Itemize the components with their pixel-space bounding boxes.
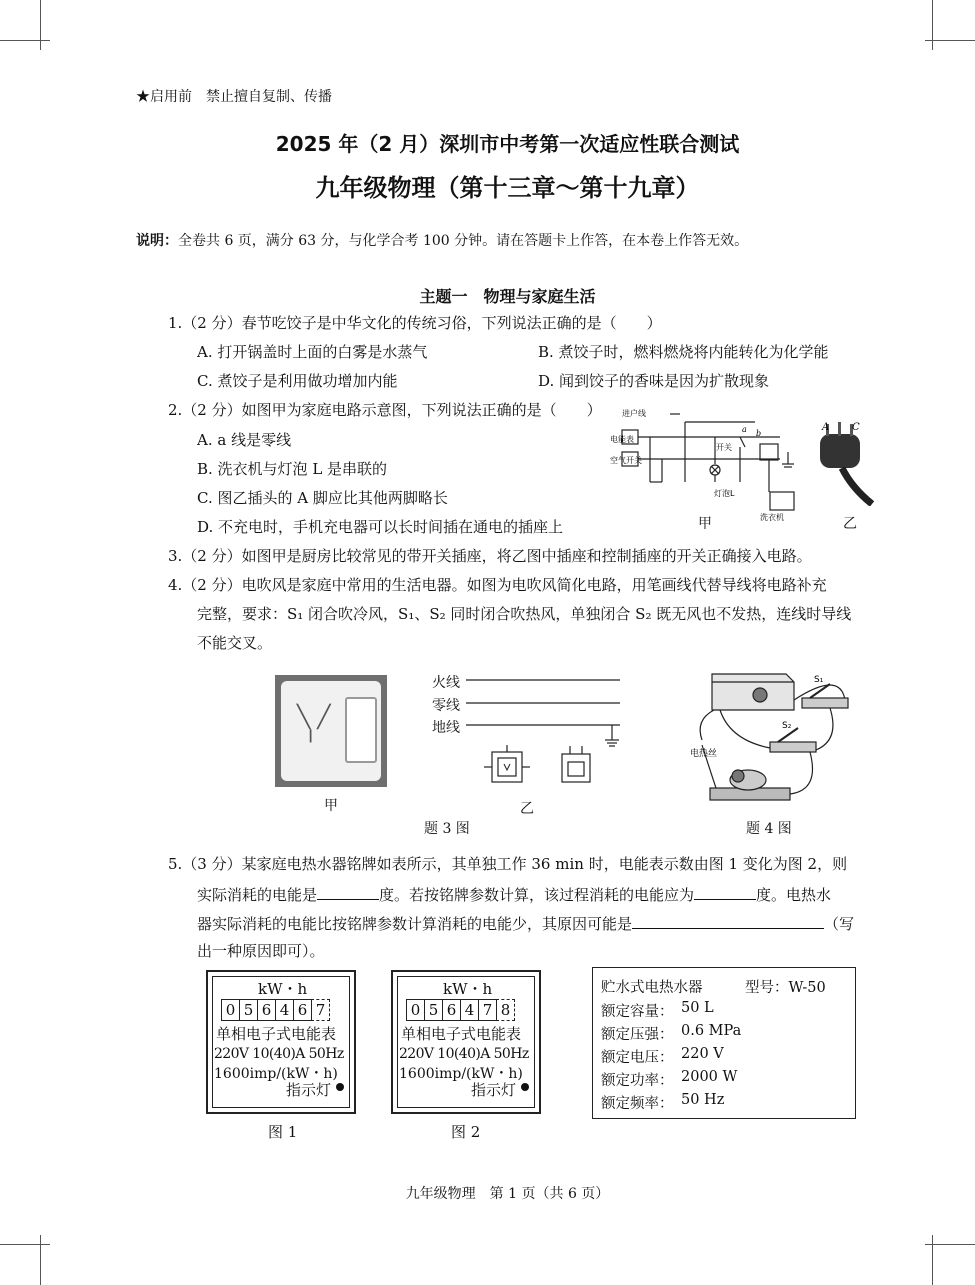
fire-wire-label: 火线 (432, 675, 460, 691)
crop-mark (925, 1244, 975, 1245)
fig2-label-washer: 洗衣机 (760, 513, 784, 522)
meter1-digit: 4 (275, 999, 294, 1021)
nameplate-row-label: 额定功率： (601, 1073, 674, 1089)
meter2-type: 单相电子式电能表 (401, 1025, 522, 1043)
instructions (136, 230, 748, 250)
meter1-spec1: 220V 10(40)A 50Hz (214, 1046, 344, 1062)
crop-mark (0, 40, 50, 41)
q1-option-b: B. 煮饺子时，燃料燃烧将内能转化为化学能 (538, 343, 829, 361)
socket-holes: ╲ ╱ ╵ (297, 705, 331, 756)
meter1-digit: 5 (239, 999, 258, 1021)
q2-option-a: A. a 线是零线 (197, 431, 292, 449)
meter1-spec2: 1600imp/(kW・h) (214, 1066, 338, 1082)
socket-switch-rocker (345, 697, 377, 763)
water-heater-nameplate (592, 967, 856, 1119)
fig2-label-switch: 开关 (716, 443, 732, 452)
crop-mark (0, 1244, 50, 1245)
meter2-digit-decimal: 8 (496, 999, 515, 1021)
three-pin-plug-image (812, 418, 880, 506)
q2-option-b: B. 洗衣机与灯泡 L 是串联的 (197, 460, 388, 478)
instruction-label: 说明： (136, 233, 178, 249)
meter1-digit: 6 (257, 999, 276, 1021)
q5-blank-3[interactable] (632, 912, 824, 929)
exam-title: 2025 年（2 月）深圳市中考第一次适应性联合测试 (275, 132, 740, 156)
fig2-caption-jia: 甲 (698, 516, 712, 532)
switch-s1-label: S₁ (814, 675, 824, 685)
meter1-digit: 6 (293, 999, 312, 1021)
exam-subtitle: 九年级物理（第十三章～第十九章） (315, 173, 700, 202)
meter1-indicator: 指示灯 (286, 1081, 332, 1099)
fig2-caption-yi: 乙 (843, 516, 857, 532)
nameplate-row-value: 50 L (681, 1000, 714, 1016)
q5-text-b: 度。若按铭牌参数计算，该过程消耗的电能应为 (379, 886, 695, 904)
nameplate-row-value: 50 Hz (681, 1092, 725, 1108)
confidential-notice: ★启用前 禁止擅自复制、传播 (136, 89, 332, 105)
meter2-spec1: 220V 10(40)A 50Hz (399, 1046, 529, 1062)
nameplate-model: 型号：W-50 (745, 980, 826, 996)
nameplate-row-label: 额定容量： (601, 1004, 674, 1020)
crop-mark (932, 1235, 933, 1285)
meter1-indicator-light (336, 1083, 344, 1091)
crop-mark (40, 1235, 41, 1285)
fig2-wire-a: a (742, 425, 747, 434)
nameplate-row-label: 额定频率： (601, 1096, 674, 1112)
fig2-label-meter-in: 进户线 (622, 409, 646, 418)
heater-label: 电热丝 (690, 749, 718, 759)
fig3-caption-jia: 甲 (324, 798, 338, 814)
fig2-label-energy-meter: 电能表 (610, 435, 634, 444)
plug-pin-a: A (822, 422, 830, 433)
switch-s2-label: S₂ (782, 721, 792, 731)
plug-pin-c: C (852, 422, 860, 433)
q5-text-a: 实际消耗的电能是 (197, 886, 318, 904)
q1-option-d: D. 闻到饺子的香味是因为扩散现象 (538, 372, 770, 390)
q2-option-d: D. 不充电时，手机充电器可以长时间插在通电的插座上 (197, 518, 564, 536)
crop-mark (932, 0, 933, 50)
socket-wiring-diagram (462, 670, 627, 795)
neutral-wire-label: 零线 (432, 698, 460, 714)
nameplate-row-value: 0.6 MPa (681, 1023, 742, 1039)
question-5-line2 (197, 883, 831, 905)
meter1-digit-decimal: 7 (311, 999, 330, 1021)
nameplate-row-value: 220 V (681, 1046, 724, 1062)
nameplate-row-label: 额定电压： (601, 1050, 674, 1066)
energy-meter-2 (391, 970, 541, 1114)
page-footer: 九年级物理 第 1 页（共 6 页） (405, 1186, 610, 1202)
fig4-caption: 题 4 图 (746, 821, 792, 837)
question-4-line2: 完整，要求：S₁ 闭合吹冷风，S₁、S₂ 同时闭合吹热风，单独闭合 S₂ 既无风也不发热，连线时导线 (197, 605, 852, 623)
fig2-label-air-switch: 空气开关 (610, 456, 642, 465)
section-title: 主题一 物理与家庭生活 (419, 287, 596, 306)
crop-mark (40, 0, 41, 50)
question-5-line1: 5.（3 分）某家庭电热水器铭牌如表所示，其单独工作 36 min 时，电能表示数由图 1 变化为图 2，则 (168, 855, 848, 873)
meter2-caption: 图 2 (451, 1123, 481, 1141)
meter1-caption: 图 1 (268, 1123, 298, 1141)
nameplate-row-label: 额定压强： (601, 1027, 674, 1043)
question-1-stem: 1.（2 分）春节吃饺子是中华文化的传统习俗，下列说法正确的是（ ） (168, 314, 662, 332)
q5-text-c: 度。电热水 (756, 886, 832, 904)
hair-dryer-circuit-diagram (690, 670, 860, 805)
fig3-caption-yi: 乙 (520, 801, 534, 817)
meter1-digit: 0 (221, 999, 240, 1021)
meter1-digits (222, 999, 330, 1021)
meter2-spec2: 1600imp/(kW・h) (399, 1066, 523, 1082)
meter2-indicator-light (521, 1083, 529, 1091)
fig3-caption: 题 3 图 (424, 821, 470, 837)
q5-blank-1[interactable] (317, 883, 379, 900)
nameplate-title: 贮水式电热水器 (601, 980, 703, 996)
question-5-line3 (197, 912, 854, 934)
meter2-digit: 7 (478, 999, 497, 1021)
meter2-digits (407, 999, 515, 1021)
meter2-unit: kW・h (443, 980, 493, 998)
question-3-stem: 3.（2 分）如图甲是厨房比较常见的带开关插座，将乙图中插座和控制插座的开关正确接入电路。 (168, 547, 812, 565)
q5-blank-2[interactable] (694, 883, 756, 900)
meter1-unit: kW・h (258, 980, 308, 998)
switched-socket-photo (275, 675, 387, 787)
q5-text-d: 器实际消耗的电能比按铭牌参数计算消耗的电能少，其原因可能是 (197, 915, 633, 933)
nameplate-row-value: 2000 W (681, 1069, 738, 1085)
meter2-digit: 5 (424, 999, 443, 1021)
meter2-digit: 0 (406, 999, 425, 1021)
ground-wire-label: 地线 (432, 720, 460, 736)
meter2-indicator: 指示灯 (471, 1081, 517, 1099)
instruction-text: 全卷共 6 页，满分 63 分，与化学合考 100 分钟。请在答题卡上作答，在本卷上作答无效。 (178, 233, 749, 249)
q1-option-a: A. 打开锅盖时上面的白雾是水蒸气 (197, 343, 428, 361)
question-2-stem: 2.（2 分）如图甲为家庭电路示意图，下列说法正确的是（ ） (168, 401, 602, 419)
meter2-digit: 6 (442, 999, 461, 1021)
meter2-digit: 4 (460, 999, 479, 1021)
question-4-line1: 4.（2 分）电吹风是家庭中常用的生活电器。如图为电吹风简化电路，用笔画线代替导线将电路补充 (168, 576, 827, 594)
question-4-line3: 不能交叉。 (197, 634, 273, 652)
energy-meter-1 (206, 970, 356, 1114)
fig2-wire-b: b (756, 429, 762, 438)
q2-option-c: C. 图乙插头的 A 脚应比其他两脚略长 (197, 489, 448, 507)
crop-mark (925, 40, 975, 41)
q5-text-e: （写 (824, 915, 855, 933)
household-circuit-diagram (610, 402, 810, 522)
q1-option-c: C. 煮饺子是利用做功增加内能 (197, 372, 398, 390)
question-5-line4: 出一种原因即可）。 (197, 942, 325, 960)
fig2-label-lamp: 灯泡L (714, 489, 735, 498)
meter1-type: 单相电子式电能表 (216, 1025, 337, 1043)
